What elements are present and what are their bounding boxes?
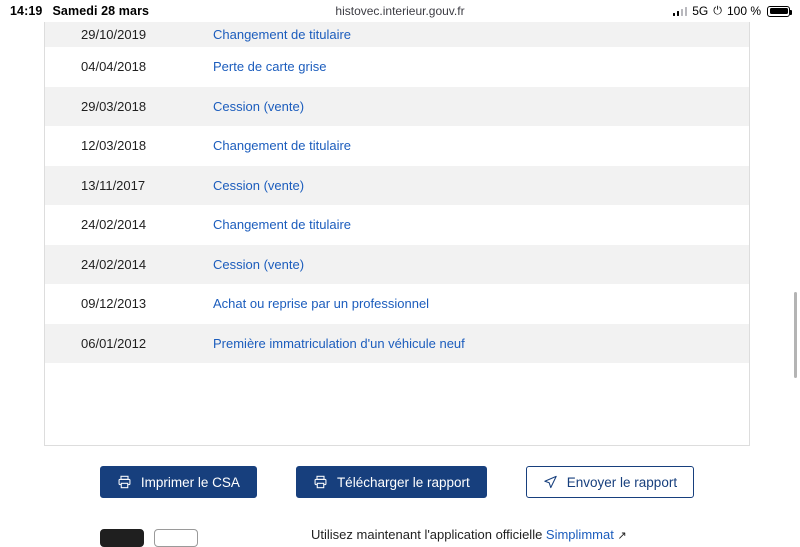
row-event[interactable]: Changement de titulaire <box>213 217 352 233</box>
row-event[interactable]: Changement de titulaire <box>213 138 352 154</box>
network-type-label: 5G <box>692 4 709 18</box>
row-date: 29/10/2019 <box>81 27 147 42</box>
page-body <box>0 22 800 542</box>
cellular-signal-icon <box>673 6 688 16</box>
history-card <box>44 22 750 446</box>
battery-icon <box>767 6 790 17</box>
table-row[interactable] <box>45 284 749 324</box>
footer-promo-prefix: Utilisez maintenant l'application officielle <box>311 527 546 542</box>
app-store-badge[interactable] <box>100 529 144 547</box>
row-date: 13/11/2017 <box>81 177 146 193</box>
row-event[interactable]: Cession (vente) <box>213 98 305 114</box>
send-report-button[interactable] <box>526 466 694 498</box>
table-row[interactable] <box>45 47 749 87</box>
row-date: 24/02/2014 <box>81 217 147 233</box>
row-date: 06/01/2012 <box>81 335 147 351</box>
google-play-badge[interactable] <box>154 529 198 547</box>
footer-promo-text <box>311 527 627 542</box>
status-right-group <box>673 4 790 18</box>
status-time: 14:19 <box>10 4 43 18</box>
history-table-body <box>45 22 749 363</box>
row-event[interactable]: Cession (vente) <box>213 177 305 193</box>
status-left-group <box>10 4 149 18</box>
printer-icon <box>117 475 132 489</box>
external-link-icon: ↗ <box>617 530 627 542</box>
table-row[interactable] <box>45 324 749 364</box>
table-row[interactable] <box>45 22 749 47</box>
battery-percent-label: 100 % <box>726 4 761 18</box>
row-event[interactable]: Achat ou reprise par un professionnel <box>213 296 430 312</box>
charging-bolt-icon: ⏻ <box>713 4 722 17</box>
store-badges <box>100 529 198 547</box>
page-scrollbar[interactable] <box>794 292 797 378</box>
table-row[interactable] <box>45 126 749 166</box>
row-date: 09/12/2013 <box>81 296 147 312</box>
download-icon <box>313 475 328 489</box>
download-report-button[interactable] <box>296 466 487 498</box>
row-event[interactable]: Changement de titulaire <box>213 27 352 42</box>
row-date: 12/03/2018 <box>81 138 147 154</box>
table-row[interactable] <box>45 166 749 206</box>
print-csa-label: Imprimer le CSA <box>140 474 240 490</box>
simplimmat-link[interactable]: Simplimmat <box>545 527 614 542</box>
status-date: Samedi 28 mars <box>52 4 150 18</box>
row-date: 24/02/2014 <box>81 256 147 272</box>
action-buttons <box>44 466 750 498</box>
row-event[interactable]: Cession (vente) <box>213 256 305 272</box>
print-csa-button[interactable] <box>100 466 257 498</box>
row-date: 29/03/2018 <box>81 98 147 114</box>
footer-teaser <box>0 527 800 547</box>
table-row[interactable] <box>45 87 749 127</box>
row-event[interactable]: Perte de carte grise <box>213 59 327 75</box>
status-bar <box>0 0 800 22</box>
row-event[interactable]: Première immatriculation d'un véhicule neuf <box>213 335 465 351</box>
table-row[interactable] <box>45 245 749 285</box>
row-date: 04/04/2018 <box>81 59 147 75</box>
paper-plane-icon <box>543 475 558 489</box>
status-url: histovec.interieur.gouv.fr <box>335 4 465 18</box>
send-report-label: Envoyer le rapport <box>566 474 678 490</box>
table-row[interactable] <box>45 205 749 245</box>
history-table <box>45 22 749 363</box>
download-report-label: Télécharger le rapport <box>336 474 470 490</box>
